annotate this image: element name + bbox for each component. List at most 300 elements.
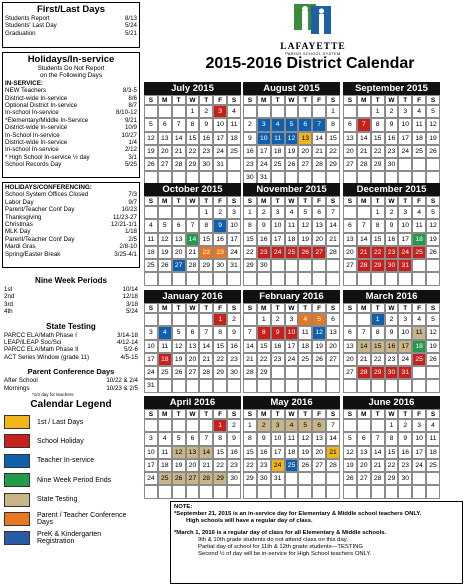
day-cell: 7 — [357, 118, 371, 131]
empty-cell — [298, 259, 312, 272]
holidays-conf-title: HOLIDAYS/CONFERENCING: — [5, 184, 92, 191]
weekday-header: W — [285, 409, 299, 419]
inservice-label: In-School In-service — [5, 131, 60, 139]
day-cell: 11 — [158, 446, 172, 459]
parent-conf-date: 10/23 & 2/5 — [106, 384, 138, 392]
day-cell: 4 — [412, 313, 426, 326]
empty-cell — [371, 379, 385, 392]
day-cell: 16 — [271, 340, 285, 353]
empty-cell — [412, 379, 426, 392]
day-cell: 14 — [199, 340, 213, 353]
day-cell: 19 — [285, 145, 299, 158]
weekday-header: S — [343, 409, 357, 419]
month-header: August 2015 — [243, 82, 340, 95]
day-cell: 29 — [385, 472, 399, 485]
day-cell: 31 — [213, 158, 227, 171]
day-cell: 2 — [271, 313, 285, 326]
weekday-header: F — [312, 303, 326, 313]
empty-cell — [257, 485, 271, 498]
empty-cell — [426, 272, 440, 285]
legend-item — [4, 492, 138, 508]
inservice-label: School Records Day — [5, 161, 62, 169]
holiday-conf-row — [5, 251, 137, 258]
legend-items — [4, 414, 138, 546]
day-cell: 3 — [412, 419, 426, 432]
inservice-label: District-wide In-service — [5, 94, 68, 102]
month-header: March 2016 — [343, 290, 440, 303]
legend-section — [2, 399, 140, 546]
day-cell: 22 — [213, 459, 227, 472]
day-cell: 22 — [371, 145, 385, 158]
day-cell: 24 — [227, 246, 241, 259]
weekday-header: T — [199, 409, 213, 419]
day-cell: 21 — [357, 145, 371, 158]
day-cell: 16 — [257, 233, 271, 246]
weekday-header: T — [398, 409, 412, 419]
empty-cell — [172, 379, 186, 392]
empty-cell — [271, 379, 285, 392]
day-cell: 6 — [326, 313, 340, 326]
day-cell: 2 — [385, 206, 399, 219]
day-cell: 29 — [186, 158, 200, 171]
holiday-conf-row — [5, 221, 137, 228]
empty-cell — [357, 105, 371, 118]
empty-cell — [357, 379, 371, 392]
inservice-date: 10/9 — [124, 124, 137, 132]
day-cell: 20 — [158, 145, 172, 158]
nine-week-title: Nine Week Periods — [35, 276, 107, 285]
holiday-conf-row — [5, 199, 137, 206]
empty-cell — [357, 206, 371, 219]
empty-cell — [144, 105, 158, 118]
nine-week-date: 10/14 — [122, 286, 138, 293]
inservice-label: *Elementary/Middle In-Service — [5, 116, 89, 124]
holiday-conf-date: 11/23-27 — [113, 213, 137, 221]
empty-cell — [343, 272, 357, 285]
month-calendar — [243, 82, 340, 185]
day-cell: 8 — [385, 432, 399, 445]
day-cell: 27 — [158, 158, 172, 171]
holiday-conf-date: 1/18 — [124, 228, 137, 236]
day-cell: 28 — [357, 158, 371, 171]
day-cell: 13 — [312, 432, 326, 445]
parent-conf-title: Parent Conference Days — [27, 367, 115, 377]
day-cell: 9 — [199, 118, 213, 131]
day-cell: 23 — [385, 246, 399, 259]
empty-cell — [326, 379, 340, 392]
day-cell: 24 — [398, 353, 412, 366]
day-cell: 3 — [285, 313, 299, 326]
day-cell: 20 — [172, 246, 186, 259]
empty-cell — [158, 272, 172, 285]
day-cell: 30 — [385, 366, 399, 379]
month-days — [343, 196, 440, 286]
state-testing-label: PARCC ELA/Math Phase II — [4, 346, 79, 354]
day-cell: 30 — [213, 259, 227, 272]
day-cell: 20 — [343, 353, 357, 366]
day-cell: 14 — [357, 340, 371, 353]
day-cell: 15 — [243, 446, 257, 459]
day-cell: 6 — [158, 118, 172, 131]
inservice-date: 8/6 — [128, 94, 137, 102]
month-calendar — [144, 290, 241, 393]
month-calendar — [243, 183, 340, 286]
month-days — [243, 303, 340, 393]
empty-cell — [298, 366, 312, 379]
weekday-header: T — [172, 303, 186, 313]
empty-cell — [312, 379, 326, 392]
day-cell: 22 — [186, 145, 200, 158]
day-cell: 1 — [385, 419, 399, 432]
weekday-header: M — [257, 409, 271, 419]
day-cell: 16 — [243, 145, 257, 158]
holiday-conf-label: Christmas — [5, 221, 33, 229]
weekday-header: T — [298, 303, 312, 313]
holiday-conf-date: 3/25-4/1 — [114, 250, 137, 258]
nine-week-date: 3/18 — [125, 300, 138, 308]
day-cell: 17 — [398, 132, 412, 145]
weekday-header: T — [371, 95, 385, 105]
empty-cell — [357, 485, 371, 498]
empty-cell — [243, 485, 257, 498]
weekday-header: W — [186, 303, 200, 313]
empty-cell — [172, 485, 186, 498]
day-cell: 17 — [398, 233, 412, 246]
day-cell: 30 — [227, 472, 241, 485]
day-cell: 8 — [371, 219, 385, 232]
day-cell: 28 — [326, 246, 340, 259]
weekday-header: T — [172, 95, 186, 105]
empty-cell — [186, 313, 200, 326]
empty-cell — [144, 206, 158, 219]
day-cell: 26 — [298, 459, 312, 472]
day-cell: 22 — [385, 459, 399, 472]
day-cell: 16 — [385, 132, 399, 145]
month-calendar — [144, 82, 241, 185]
day-cell: 27 — [343, 366, 357, 379]
weekday-header: S — [227, 303, 241, 313]
legend-label: Teacher In-service — [37, 457, 95, 465]
day-cell: 2 — [243, 118, 257, 131]
empty-cell — [199, 379, 213, 392]
day-cell: 25 — [412, 353, 426, 366]
day-cell: 1 — [186, 105, 200, 118]
weekday-header: F — [312, 95, 326, 105]
empty-cell — [357, 313, 371, 326]
logo-sub: PARISH SCHOOL SYSTEM — [285, 52, 341, 56]
day-cell: 30 — [257, 259, 271, 272]
parent-conf-row — [4, 385, 138, 392]
empty-cell — [199, 272, 213, 285]
day-cell: 13 — [343, 340, 357, 353]
parent-conf-date: 10/22 & 2/4 — [106, 377, 138, 385]
day-cell: 22 — [243, 459, 257, 472]
holiday-conf-date: 7/3 — [128, 191, 137, 199]
logo-mark-icon — [288, 2, 338, 38]
weekday-header: M — [357, 409, 371, 419]
day-cell: 23 — [227, 353, 241, 366]
holiday-conf-row — [5, 191, 137, 198]
day-cell: 4 — [285, 419, 299, 432]
holidays-conf-box — [2, 182, 140, 268]
note-box — [170, 501, 463, 584]
nine-week-row — [4, 308, 138, 315]
day-cell: 4 — [144, 219, 158, 232]
legend-label: Parent / Teacher Conference Days — [37, 512, 127, 527]
day-cell: 8 — [326, 118, 340, 131]
day-cell: 4 — [412, 206, 426, 219]
day-cell: 15 — [385, 446, 399, 459]
day-cell: 2 — [398, 419, 412, 432]
first-last-row — [5, 22, 137, 29]
month-days — [144, 95, 241, 185]
day-cell: 23 — [385, 353, 399, 366]
day-cell: 8 — [371, 118, 385, 131]
day-cell: 27 — [186, 366, 200, 379]
month-header: July 2015 — [144, 82, 241, 95]
weekday-header: T — [398, 303, 412, 313]
weekday-header: W — [285, 303, 299, 313]
holiday-conf-row — [5, 243, 137, 250]
nine-week-row — [4, 293, 138, 300]
legend-item — [4, 433, 138, 449]
empty-cell — [172, 272, 186, 285]
day-cell: 27 — [357, 472, 371, 485]
empty-cell — [312, 366, 326, 379]
holiday-conf-label: Thanksgiving — [5, 213, 42, 221]
day-cell: 11 — [158, 340, 172, 353]
legend-swatch — [4, 434, 30, 448]
inservice-row — [5, 95, 137, 102]
weekday-header: F — [312, 409, 326, 419]
day-cell: 9 — [257, 432, 271, 445]
weekday-header: W — [285, 196, 299, 206]
legend-item — [4, 530, 138, 546]
day-cell: 4 — [412, 105, 426, 118]
day-cell: 15 — [186, 132, 200, 145]
day-cell: 4 — [227, 105, 241, 118]
empty-cell — [158, 419, 172, 432]
day-cell: 20 — [312, 446, 326, 459]
month-calendar — [144, 396, 241, 499]
day-cell: 10 — [144, 340, 158, 353]
day-cell: 15 — [213, 340, 227, 353]
empty-cell — [298, 379, 312, 392]
empty-cell — [158, 313, 172, 326]
day-cell: 17 — [227, 233, 241, 246]
day-cell: 13 — [357, 446, 371, 459]
day-cell: 6 — [298, 118, 312, 131]
empty-cell — [426, 259, 440, 272]
month-calendar — [243, 290, 340, 393]
page-title: 2015-2016 District Calendar — [205, 55, 415, 72]
day-cell: 16 — [385, 233, 399, 246]
weekday-header: S — [326, 196, 340, 206]
day-cell: 28 — [243, 366, 257, 379]
day-cell: 26 — [172, 366, 186, 379]
holiday-conf-date: 12/21-1/1 — [110, 221, 137, 229]
first-last-date: 5/24 — [124, 22, 137, 30]
holiday-conf-label: Parent/Teacher Conf Day — [5, 206, 75, 214]
day-cell: 1 — [371, 206, 385, 219]
day-cell: 5 — [285, 118, 299, 131]
day-cell: 7 — [186, 219, 200, 232]
empty-cell — [326, 259, 340, 272]
day-cell: 24 — [412, 459, 426, 472]
parent-conf-rows — [4, 377, 138, 392]
parent-conf-label: Mornings — [4, 384, 30, 392]
day-cell: 14 — [326, 219, 340, 232]
day-cell: 21 — [357, 353, 371, 366]
day-cell: 8 — [186, 118, 200, 131]
day-cell: 27 — [343, 259, 357, 272]
weekday-header: M — [158, 409, 172, 419]
weekday-header: S — [227, 196, 241, 206]
day-cell: 17 — [412, 446, 426, 459]
district-logo — [258, 2, 368, 58]
day-cell: 26 — [298, 246, 312, 259]
day-cell: 23 — [227, 459, 241, 472]
weekday-header: F — [412, 409, 426, 419]
empty-cell — [144, 313, 158, 326]
day-cell: 18 — [426, 446, 440, 459]
day-cell: 18 — [412, 132, 426, 145]
state-testing-label: PARCC ELA/Math Phase I — [4, 331, 77, 339]
day-cell: 16 — [213, 233, 227, 246]
empty-cell — [285, 379, 299, 392]
day-cell: 6 — [343, 118, 357, 131]
day-cell: 22 — [371, 246, 385, 259]
first-last-date: 8/13 — [124, 15, 137, 22]
day-cell: 7 — [172, 118, 186, 131]
weekday-header: W — [285, 95, 299, 105]
empty-cell — [158, 105, 172, 118]
empty-cell — [426, 379, 440, 392]
day-cell: 19 — [172, 459, 186, 472]
day-cell: 10 — [398, 326, 412, 339]
month-calendar — [343, 396, 440, 499]
empty-cell — [426, 472, 440, 485]
day-cell: 17 — [144, 459, 158, 472]
day-cell: 29 — [257, 366, 271, 379]
day-cell: 29 — [371, 259, 385, 272]
empty-cell — [326, 366, 340, 379]
day-cell: 12 — [343, 446, 357, 459]
day-cell: 23 — [398, 459, 412, 472]
day-cell: 15 — [371, 132, 385, 145]
day-cell: 26 — [172, 472, 186, 485]
empty-cell — [271, 105, 285, 118]
month-header: June 2016 — [343, 396, 440, 409]
empty-cell — [243, 313, 257, 326]
state-testing-label: ACT Series Window (grade 11) — [4, 353, 90, 361]
day-cell: 29 — [371, 158, 385, 171]
day-cell: 7 — [312, 118, 326, 131]
day-cell: 26 — [312, 353, 326, 366]
day-cell: 22 — [199, 246, 213, 259]
empty-cell — [298, 272, 312, 285]
day-cell: 7 — [357, 326, 371, 339]
month-header: September 2015 — [343, 82, 440, 95]
day-cell: 27 — [172, 259, 186, 272]
day-cell: 9 — [243, 132, 257, 145]
empty-cell — [412, 259, 426, 272]
weekday-header: M — [257, 95, 271, 105]
empty-cell — [172, 313, 186, 326]
day-cell: 13 — [158, 132, 172, 145]
day-cell: 6 — [343, 326, 357, 339]
inservice-row — [5, 146, 137, 153]
empty-cell — [326, 472, 340, 485]
month-header: November 2015 — [243, 183, 340, 196]
day-cell: 25 — [285, 459, 299, 472]
day-cell: 31 — [227, 259, 241, 272]
empty-cell — [371, 419, 385, 432]
weekday-header: F — [412, 95, 426, 105]
day-cell: 19 — [298, 233, 312, 246]
weekday-header: S — [326, 303, 340, 313]
day-cell: 15 — [326, 132, 340, 145]
day-cell: 5 — [426, 313, 440, 326]
weekday-header: F — [213, 196, 227, 206]
state-testing-date: 5/2-6 — [123, 346, 138, 354]
day-cell: 15 — [257, 340, 271, 353]
day-cell: 27 — [298, 158, 312, 171]
day-cell: 30 — [227, 366, 241, 379]
weekday-header: S — [144, 409, 158, 419]
empty-cell — [285, 366, 299, 379]
weekday-header: S — [144, 196, 158, 206]
day-cell: 1 — [243, 206, 257, 219]
first-last-rows — [5, 15, 137, 37]
day-cell: 30 — [199, 158, 213, 171]
holiday-conf-label: Mardi Gras — [5, 243, 36, 251]
empty-cell — [398, 379, 412, 392]
month-header: October 2015 — [144, 183, 241, 196]
empty-cell — [312, 259, 326, 272]
day-cell: 10 — [398, 118, 412, 131]
day-cell: 30 — [398, 472, 412, 485]
day-cell: 3 — [213, 105, 227, 118]
day-cell: 31 — [257, 171, 271, 184]
day-cell: 19 — [172, 353, 186, 366]
empty-cell — [285, 485, 299, 498]
inservice-label: NEW Teachers — [5, 87, 47, 95]
day-cell: 9 — [385, 219, 399, 232]
day-cell: 28 — [186, 259, 200, 272]
day-cell: 7 — [199, 326, 213, 339]
day-cell: 23 — [385, 145, 399, 158]
day-cell: 19 — [158, 246, 172, 259]
empty-cell — [426, 485, 440, 498]
first-last-label: Students Report — [5, 15, 50, 22]
day-cell: 6 — [312, 419, 326, 432]
weekday-header: S — [243, 303, 257, 313]
day-cell: 20 — [343, 145, 357, 158]
day-cell: 12 — [426, 118, 440, 131]
legend-label: 1st / Last Days — [37, 418, 84, 426]
day-cell: 18 — [144, 246, 158, 259]
empty-cell — [412, 485, 426, 498]
day-cell: 2 — [257, 206, 271, 219]
empty-cell — [385, 272, 399, 285]
parent-conf-row — [4, 377, 138, 384]
day-cell: 3 — [398, 105, 412, 118]
day-cell: 4 — [426, 419, 440, 432]
weekday-header: F — [213, 303, 227, 313]
day-cell: 25 — [412, 246, 426, 259]
day-cell: 25 — [298, 353, 312, 366]
